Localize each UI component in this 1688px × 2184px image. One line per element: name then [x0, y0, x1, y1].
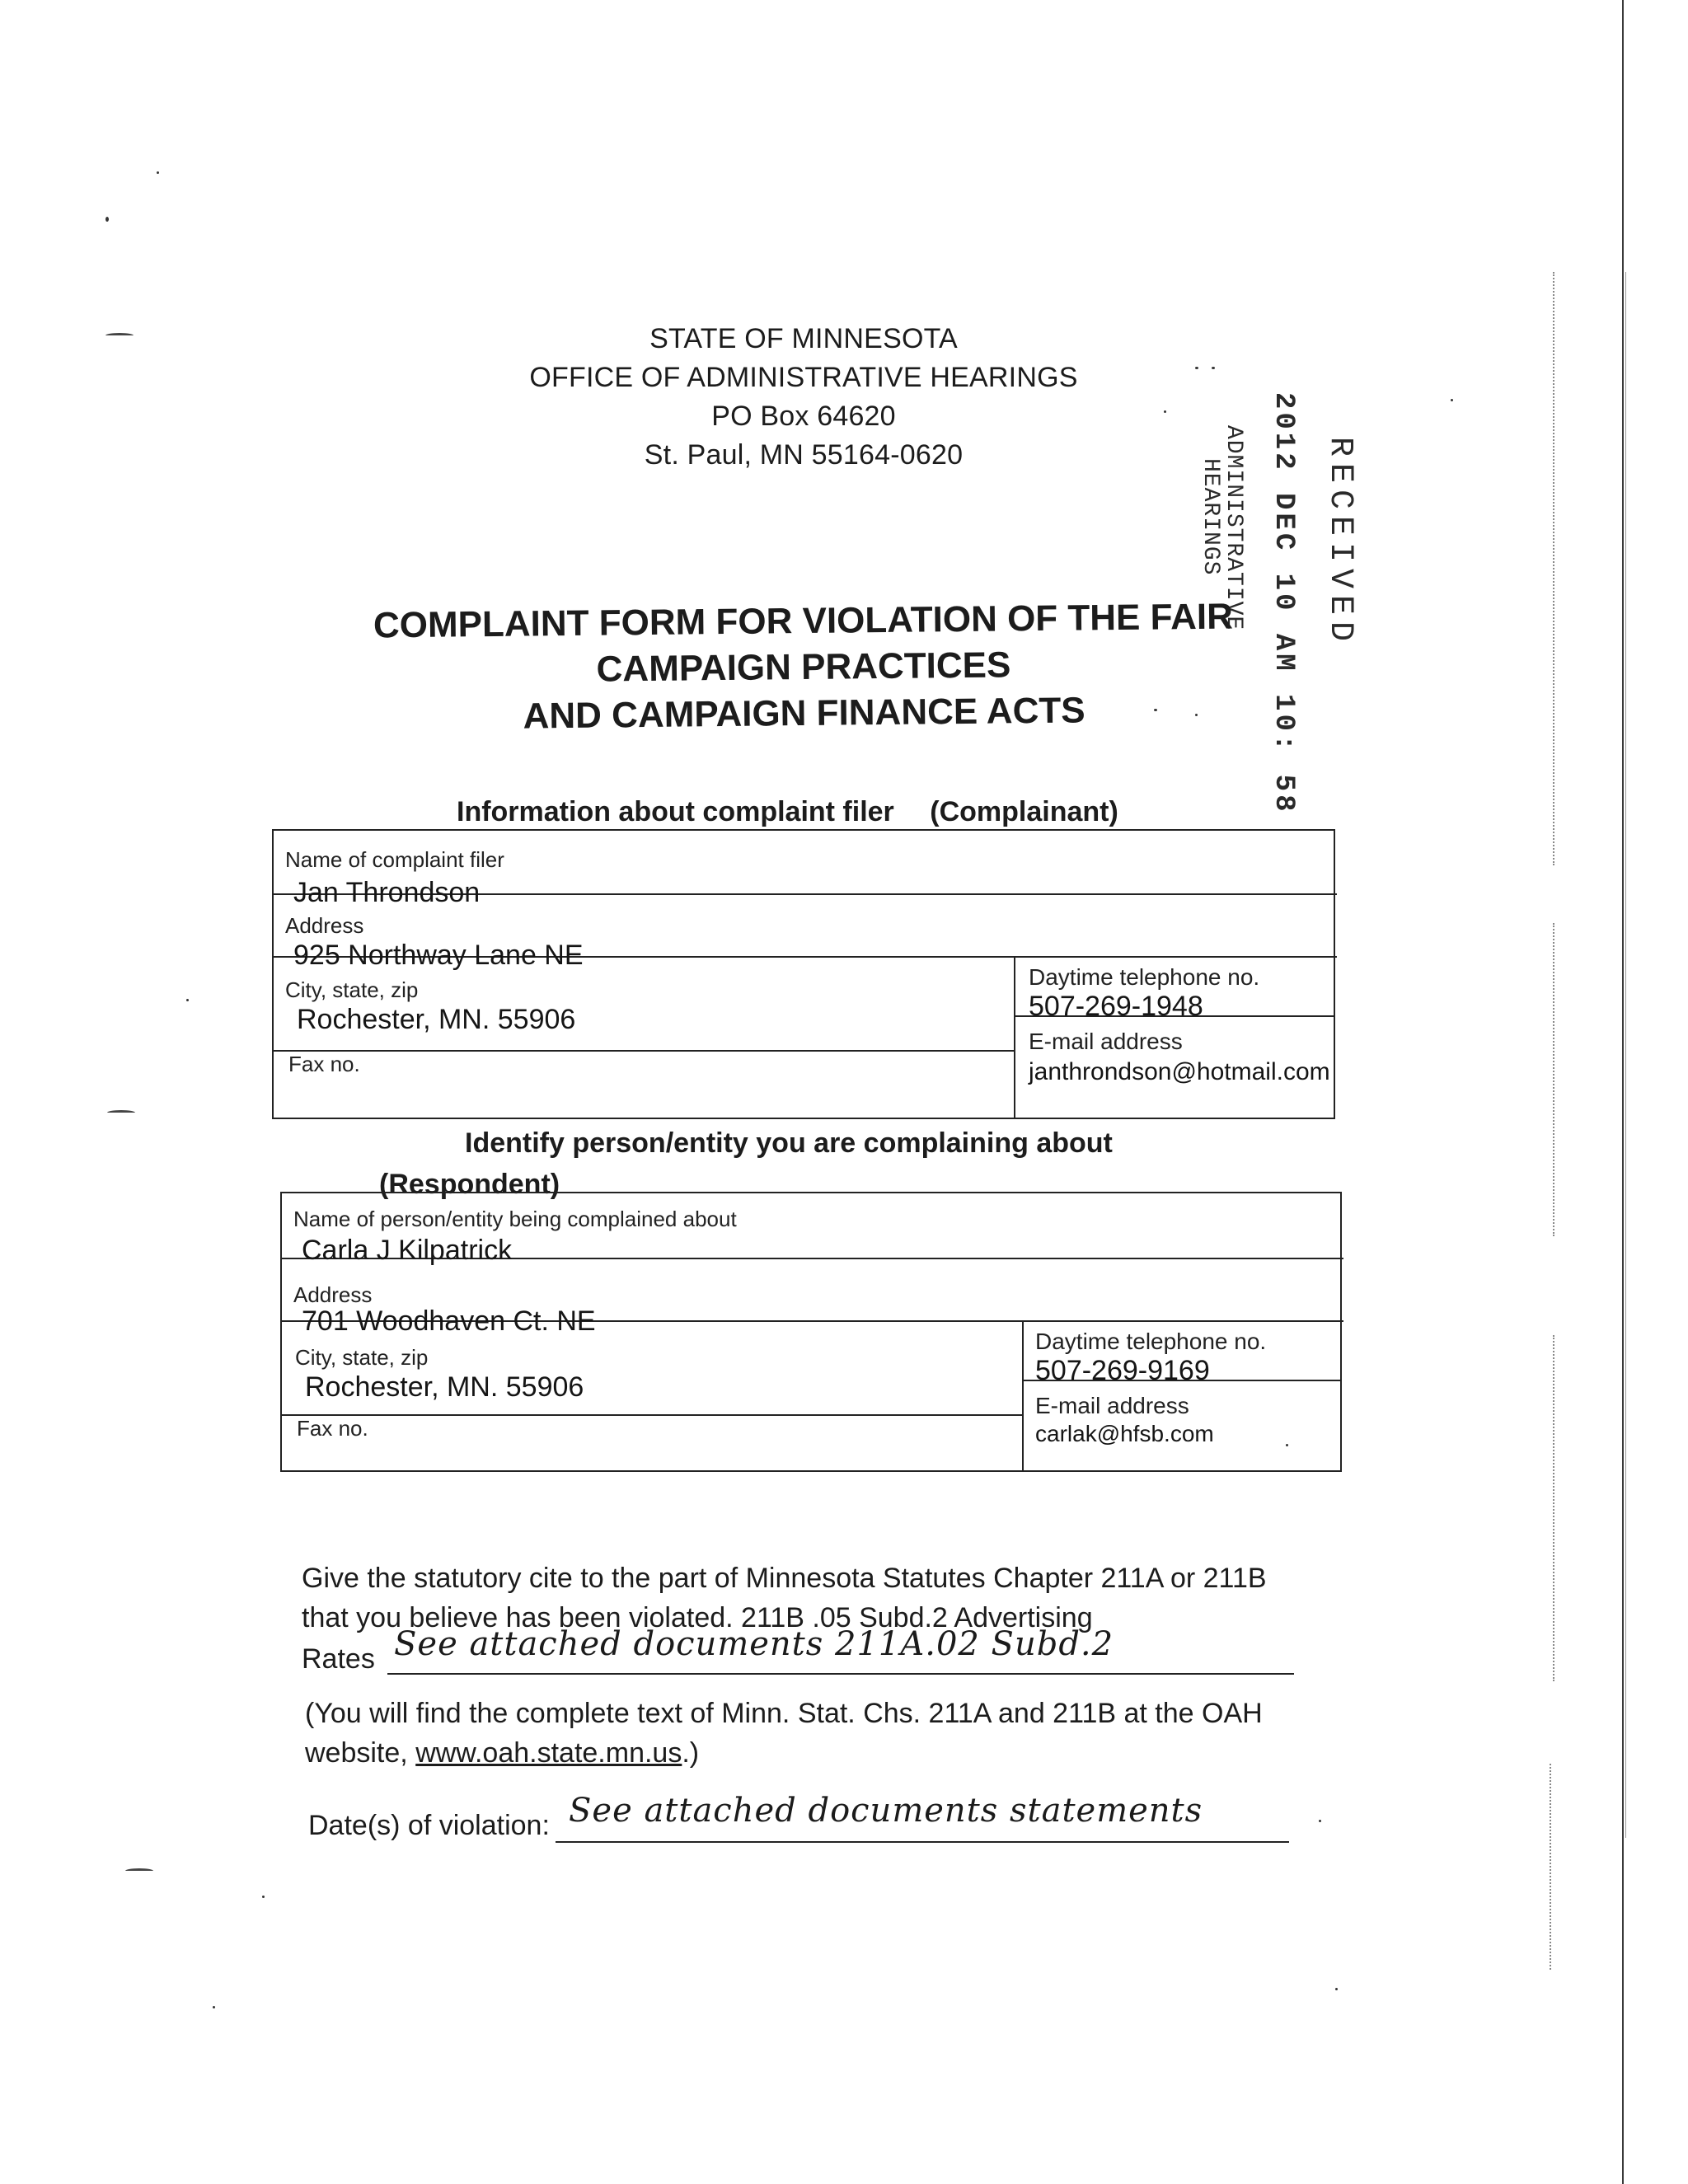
statute-line-1: Give the statutory cite to the part of Minnesota Statutes Chapter 211A or 211B [302, 1563, 1267, 1594]
scan-speck [1335, 1988, 1338, 1990]
scan-speck [1319, 1820, 1321, 1822]
complainant-form [272, 829, 1335, 1119]
respondent-email-value: carlak@hfsb.com [1035, 1421, 1214, 1446]
scan-speck [106, 217, 109, 222]
stamp-date: 2012 DEC 10 AM 10: 58 [1268, 392, 1299, 815]
complainant-heading-text: Information about complaint filer [457, 796, 894, 827]
complainant-fax-label: Fax no. [288, 1052, 360, 1076]
oah-website-link[interactable]: www.oah.state.mn.us [415, 1737, 682, 1769]
statute-rates-label: Rates [302, 1643, 375, 1675]
scan-speck [157, 171, 159, 174]
statute-write-line [387, 1673, 1294, 1675]
scan-speck [213, 2006, 215, 2008]
form-title [321, 593, 1287, 742]
note-line-1: (You will find the complete text of Minn. Stat. Chs. 211A and 211B at the OAH [305, 1698, 1263, 1729]
respondent-name-value: Carla J Kilpatrick [302, 1235, 513, 1266]
complainant-phone-label: Daytime telephone no. [1029, 964, 1260, 990]
title-line-2: CAMPAIGN PRACTICES [596, 644, 1011, 690]
scan-dots [1550, 1764, 1551, 1970]
page-edge-shadow [1625, 272, 1626, 1838]
header-office: OFFICE OF ADMINISTRATIVE HEARINGS [529, 362, 1078, 393]
page-edge-line [1622, 0, 1624, 2184]
note-website-suffix: .) [682, 1737, 700, 1769]
statute-handwritten: See attached documents 211A.02 Subd.2 [394, 1625, 1114, 1663]
respondent-heading-suffix: (Respondent) [379, 1169, 560, 1200]
scan-speck [262, 1896, 265, 1898]
scan-speck [186, 999, 189, 1001]
respondent-address-value: 701 Woodhaven Ct. NE [302, 1305, 596, 1337]
stamp-office-line2: HEARINGS [1198, 458, 1223, 576]
violation-date-label: Date(s) of violation: [308, 1810, 550, 1841]
scan-speck [1451, 399, 1453, 401]
respondent-city-label: City, state, zip [295, 1345, 429, 1370]
statute-line-2: that you believe has been violated. 211B .05 Subd.2 Advertising [302, 1602, 1093, 1633]
respondent-fax-label: Fax no. [297, 1416, 368, 1441]
respondent-phone-value: 507-269-9169 [1035, 1355, 1210, 1386]
complainant-city-label: City, state, zip [285, 977, 419, 1002]
scan-speck [1212, 367, 1215, 369]
complainant-name-value: Jan Throndson [293, 877, 481, 908]
respondent-phone-label: Daytime telephone no. [1035, 1329, 1267, 1354]
complainant-address-label: Address [285, 913, 364, 938]
complainant-city-value: Rochester, MN. 55906 [297, 1004, 576, 1035]
title-line-1: COMPLAINT FORM FOR VIOLATION OF THE FAIR [373, 596, 1234, 646]
stamp-received: RECEIVED [1321, 437, 1358, 649]
respondent-email-label: E-mail address [1035, 1393, 1189, 1418]
header-city: St. Paul, MN 55164-0620 [644, 439, 964, 471]
violation-handwritten: See attached documents statements [569, 1792, 1203, 1830]
complainant-email-label: E-mail address [1029, 1029, 1183, 1054]
scan-mark [106, 333, 134, 338]
complainant-row-fax [274, 1050, 1014, 1052]
respondent-name-label: Name of person/entity being complained about [293, 1207, 737, 1231]
header-po-box: PO Box 64620 [711, 401, 896, 432]
complainant-phone-value: 507-269-1948 [1029, 991, 1203, 1022]
note-website-prefix: website, [305, 1737, 416, 1769]
header-state: STATE OF MINNESOTA [649, 323, 958, 354]
scan-speck [1195, 367, 1198, 369]
complainant-divider [1014, 958, 1015, 1119]
complainant-address-value: 925 Northway Lane NE [293, 940, 584, 971]
respondent-form [280, 1192, 1342, 1472]
scan-dots [1553, 923, 1554, 1236]
respondent-heading: Identify person/entity you are complaining about [465, 1127, 1113, 1159]
scan-mark [107, 1110, 135, 1115]
complainant-email-value: janthrondson@hotmail.com [1029, 1058, 1330, 1085]
complainant-name-label: Name of complaint filer [285, 847, 504, 872]
scan-dots [1553, 1335, 1554, 1681]
violation-write-line [556, 1841, 1289, 1843]
complainant-heading-suffix: (Complainant) [930, 796, 1118, 827]
agency-header [495, 320, 1113, 475]
title-line-3: AND CAMPAIGN FINANCE ACTS [523, 690, 1085, 737]
note-line-2 [305, 1734, 699, 1772]
respondent-divider [1022, 1322, 1024, 1472]
complainant-heading [457, 796, 1118, 828]
stamp-office-line1: ADMINISTRATIVE [1221, 425, 1246, 631]
respondent-row-fax [282, 1414, 1022, 1416]
scan-dots [1553, 272, 1554, 865]
respondent-city-value: Rochester, MN. 55906 [305, 1371, 584, 1403]
respondent-address-label: Address [293, 1282, 373, 1307]
scan-mark [125, 1868, 153, 1873]
